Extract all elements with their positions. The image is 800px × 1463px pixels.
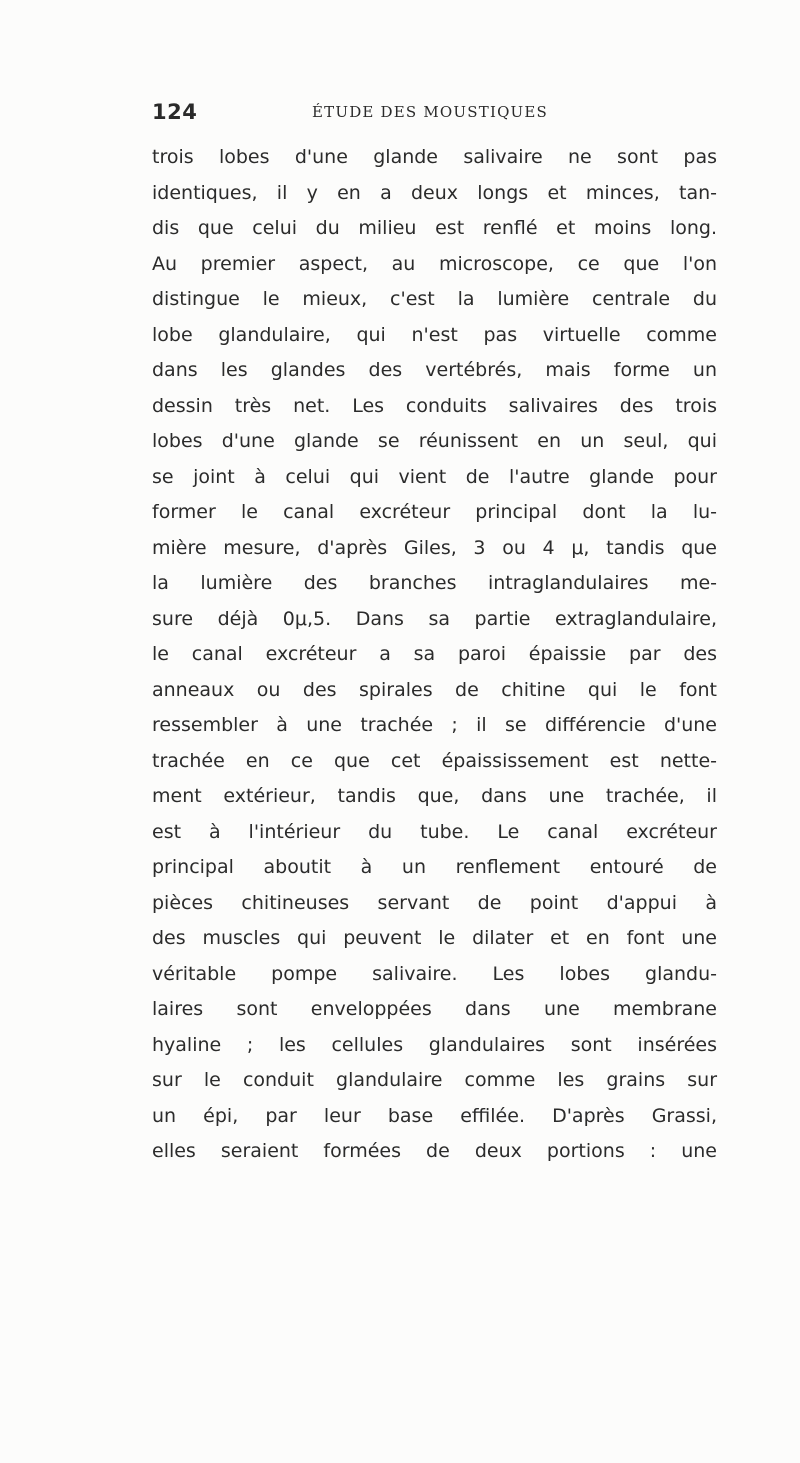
- text-line: dessin très net. Les conduits salivaires des trois: [152, 394, 717, 417]
- text-line: ressembler à une trachée ; il se différencie d'une: [152, 714, 717, 736]
- text-line: véritable pompe salivaire. Les lobes glandu-: [152, 962, 717, 985]
- running-title: ÉTUDE DES MOUSTIQUES: [312, 103, 549, 121]
- text-line: distingue le mieux, c'est la lumière centrale du: [152, 288, 717, 310]
- text-line: la lumière des branches intraglandulaires me-: [152, 572, 717, 594]
- text-line: identiques, il y en a deux longs et minces, tan-: [152, 181, 717, 204]
- text-line: dis que celui du milieu est renflé et moins long.: [152, 217, 717, 239]
- text-line: ment extérieur, tandis que, dans une trachée, il: [152, 785, 717, 807]
- text-line: anneaux ou des spirales de chitine qui le font: [152, 678, 717, 701]
- text-line: un épi, par leur base effilée. D'après Grassi,: [152, 1104, 717, 1127]
- page-number: 124: [152, 100, 198, 124]
- text-line: sure déjà 0μ,5. Dans sa partie extraglandulaire,: [152, 607, 717, 630]
- text-line: lobe glandulaire, qui n'est pas virtuelle comme: [152, 323, 717, 346]
- text-line: des muscles qui peuvent le dilater et en font une: [152, 927, 717, 949]
- text-line: pièces chitineuses servant de point d'appui à: [152, 891, 717, 914]
- text-line: trois lobes d'une glande salivaire ne sont pas: [152, 146, 717, 168]
- text-line: lobes d'une glande se réunissent en un seul, qui: [152, 430, 717, 452]
- body-text: [152, 140, 717, 1170]
- text-line: est à l'intérieur du tube. Le canal excréteur: [152, 820, 717, 843]
- text-line: principal aboutit à un renflement entouré de: [152, 856, 717, 878]
- text-line: laires sont enveloppées dans une membrane: [152, 998, 717, 1020]
- text-line: sur le conduit glandulaire comme les grains sur: [152, 1069, 717, 1091]
- text-line: hyaline ; les cellules glandulaires sont insérées: [152, 1033, 717, 1056]
- text-line: se joint à celui qui vient de l'autre glande pour: [152, 465, 717, 488]
- text-line: le canal excréteur a sa paroi épaissie par des: [152, 643, 717, 665]
- text-line: former le canal excréteur principal dont la lu-: [152, 501, 717, 523]
- text-line: trachée en ce que cet épaississement est nette-: [152, 749, 717, 772]
- text-line: dans les glandes des vertébrés, mais forme un: [152, 359, 717, 381]
- page-header: [152, 100, 712, 130]
- text-line: mière mesure, d'après Giles, 3 ou 4 μ, tandis que: [152, 536, 717, 559]
- text-line: Au premier aspect, au microscope, ce que l'on: [152, 252, 717, 275]
- text-line: elles seraient formées de deux portions : une: [152, 1140, 717, 1162]
